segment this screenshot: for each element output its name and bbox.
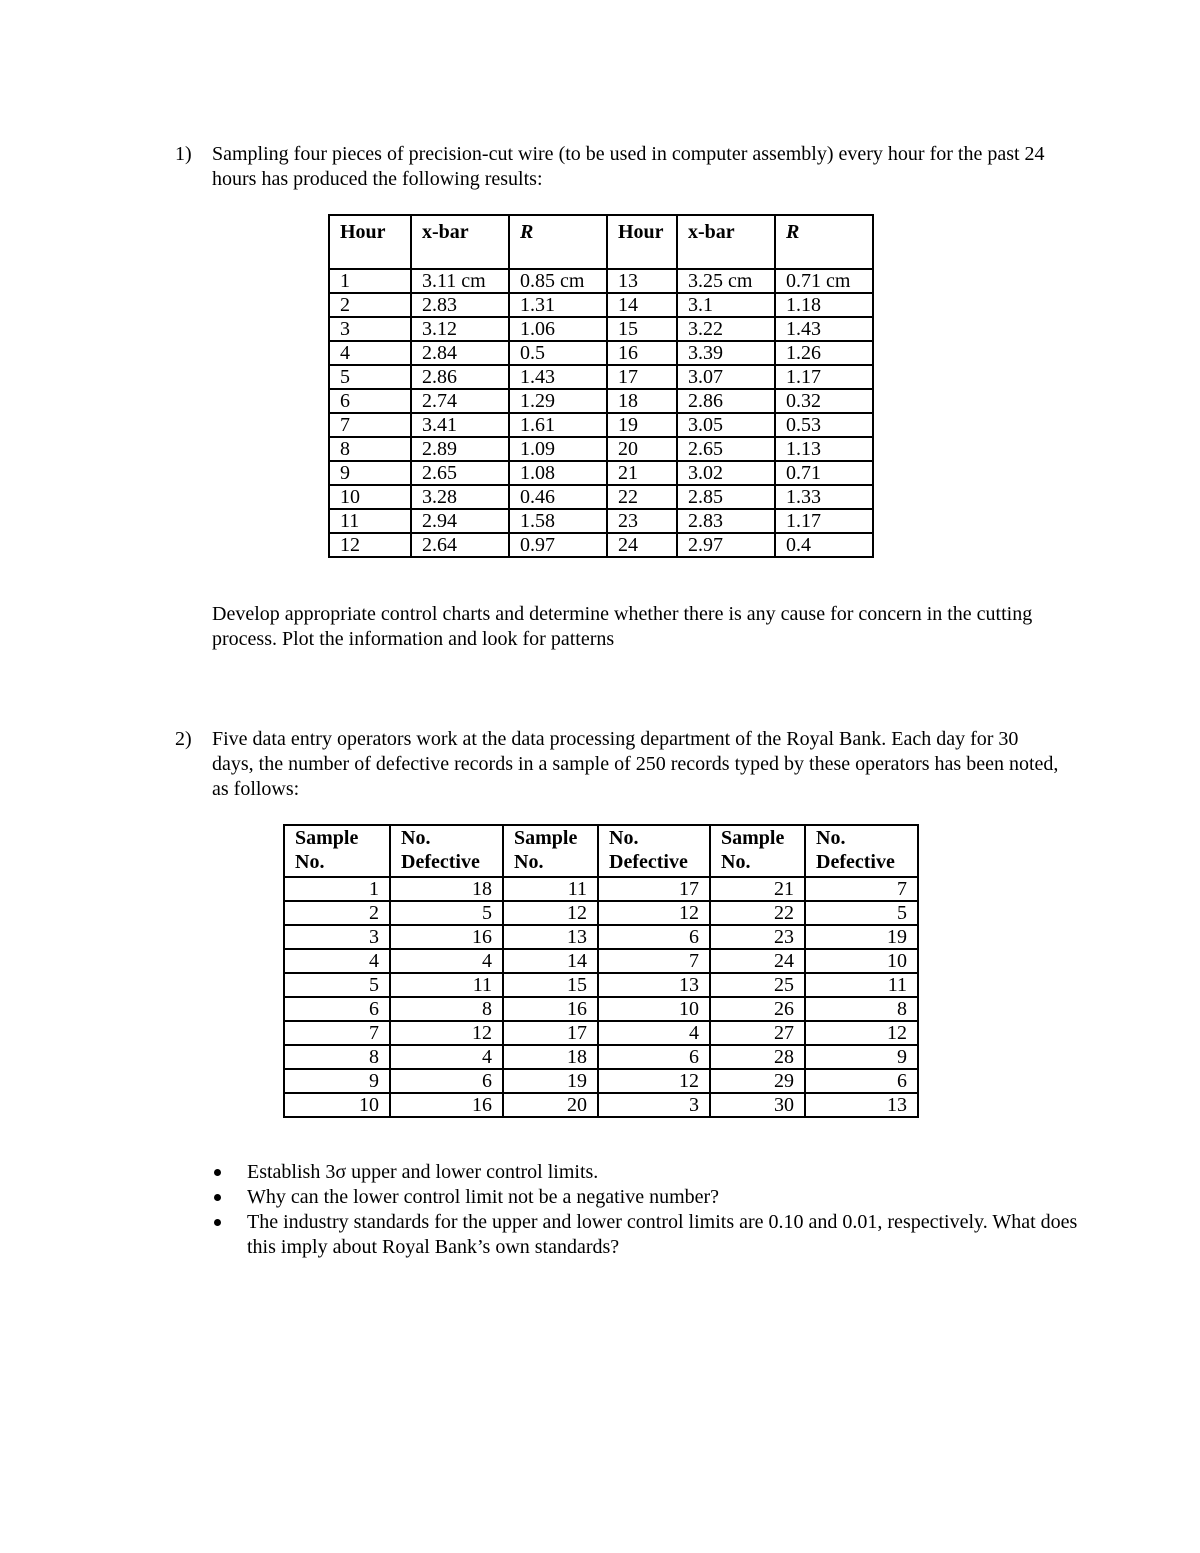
question-1	[175, 142, 1065, 192]
table-cell: 0.71 cm	[775, 269, 873, 293]
table-cell: 15	[607, 317, 677, 341]
table-row	[329, 341, 873, 365]
table-cell: 4	[390, 1045, 503, 1069]
table-cell: 13	[503, 925, 598, 949]
table-cell: 8	[284, 1045, 390, 1069]
table-cell: 11	[329, 509, 411, 533]
table-cell: 20	[503, 1093, 598, 1117]
table-cell: 3.39	[677, 341, 775, 365]
table-cell: 0.85 cm	[509, 269, 607, 293]
table-cell: 20	[607, 437, 677, 461]
table-cell: 13	[607, 269, 677, 293]
table-cell: 3.11 cm	[411, 269, 509, 293]
question-2-intro: Five data entry operators work at the data processing department of the Royal Bank. Each day for 30 days, the number of defective records in a sample of 250 records typed by these operators has been noted, as follows:	[212, 728, 1059, 800]
table-cell: 12	[598, 901, 710, 925]
table-row	[284, 1093, 918, 1117]
table-cell: 29	[710, 1069, 805, 1093]
table-cell: 16	[390, 1093, 503, 1117]
table-cell: 1	[284, 877, 390, 901]
table-cell: 8	[805, 997, 918, 1021]
task-text: Establish 3σ upper and lower control limits.	[247, 1161, 599, 1183]
table-row	[329, 533, 873, 557]
header-sample-no: Sample No.	[503, 825, 598, 877]
table-header-row	[284, 825, 918, 877]
table-cell: 12	[503, 901, 598, 925]
table-cell: 2.86	[677, 389, 775, 413]
table-cell: 3.05	[677, 413, 775, 437]
table-cell: 2.65	[677, 437, 775, 461]
table-cell: 1.43	[509, 365, 607, 389]
defective-records-table	[283, 824, 919, 1118]
table-cell: 5	[284, 973, 390, 997]
table-cell: 24	[607, 533, 677, 557]
table-cell: 1.58	[509, 509, 607, 533]
table-cell: 2.83	[677, 509, 775, 533]
table-cell: 16	[390, 925, 503, 949]
table-row	[329, 389, 873, 413]
wire-sampling-table	[328, 214, 874, 558]
table-cell: 2.74	[411, 389, 509, 413]
table-cell: 1.13	[775, 437, 873, 461]
question-2-tasks	[212, 1160, 1092, 1260]
table-cell: 1.29	[509, 389, 607, 413]
table-cell: 2.84	[411, 341, 509, 365]
header-no-defective: No. Defective	[598, 825, 710, 877]
table-cell: 13	[805, 1093, 918, 1117]
table-cell: 13	[598, 973, 710, 997]
table-cell: 0.4	[775, 533, 873, 557]
table-cell: 10	[805, 949, 918, 973]
table-cell: 12	[329, 533, 411, 557]
table-cell: 9	[284, 1069, 390, 1093]
table-cell: 3	[329, 317, 411, 341]
table-cell: 8	[390, 997, 503, 1021]
table-row	[284, 901, 918, 925]
table-cell: 5	[390, 901, 503, 925]
table-cell: 9	[329, 461, 411, 485]
header-sample-no: Sample No.	[710, 825, 805, 877]
table-cell: 6	[805, 1069, 918, 1093]
table-cell: 3.22	[677, 317, 775, 341]
table-header-row	[329, 215, 873, 269]
table-cell: 10	[329, 485, 411, 509]
table-cell: 1.33	[775, 485, 873, 509]
table-row	[329, 485, 873, 509]
question-1-number: 1)	[175, 143, 192, 165]
table-cell: 2	[329, 293, 411, 317]
table-cell: 26	[710, 997, 805, 1021]
table-cell: 3.28	[411, 485, 509, 509]
table-cell: 2.64	[411, 533, 509, 557]
table-cell: 4	[598, 1021, 710, 1045]
header-range: R	[509, 215, 607, 269]
table-cell: 1.09	[509, 437, 607, 461]
table-cell: 6	[598, 925, 710, 949]
table-cell: 16	[607, 341, 677, 365]
header-sample-no: Sample No.	[284, 825, 390, 877]
table-cell: 7	[329, 413, 411, 437]
table-cell: 7	[598, 949, 710, 973]
list-item	[212, 1210, 1092, 1260]
table-cell: 17	[607, 365, 677, 389]
table-row	[284, 973, 918, 997]
table-cell: 2	[284, 901, 390, 925]
table-cell: 25	[710, 973, 805, 997]
table-cell: 0.97	[509, 533, 607, 557]
table-cell: 8	[329, 437, 411, 461]
table-cell: 1.17	[775, 509, 873, 533]
table-cell: 18	[503, 1045, 598, 1069]
table-cell: 19	[805, 925, 918, 949]
table-cell: 24	[710, 949, 805, 973]
question-1-instruction-text: Develop appropriate control charts and determine whether there is any cause for concern in the cutting process. Plot the information and look for patterns	[212, 603, 1033, 650]
table-cell: 1.17	[775, 365, 873, 389]
defective-records-rows	[284, 877, 918, 1117]
table-row	[284, 949, 918, 973]
table-cell: 18	[390, 877, 503, 901]
table-cell: 1.31	[509, 293, 607, 317]
table-row	[329, 365, 873, 389]
task-text: Why can the lower control limit not be a negative number?	[247, 1186, 720, 1208]
table-cell: 17	[503, 1021, 598, 1045]
table-cell: 6	[284, 997, 390, 1021]
table-cell: 3.12	[411, 317, 509, 341]
table-row	[329, 413, 873, 437]
table-cell: 7	[805, 877, 918, 901]
table-row	[284, 925, 918, 949]
table-cell: 2.89	[411, 437, 509, 461]
table-cell: 2.97	[677, 533, 775, 557]
table-cell: 10	[284, 1093, 390, 1117]
table-cell: 1.08	[509, 461, 607, 485]
list-item	[212, 1185, 1092, 1210]
table-cell: 3.07	[677, 365, 775, 389]
table-cell: 6	[390, 1069, 503, 1093]
table-cell: 22	[710, 901, 805, 925]
header-range: R	[775, 215, 873, 269]
question-2-number: 2)	[175, 728, 192, 750]
table-row	[284, 997, 918, 1021]
table-cell: 0.32	[775, 389, 873, 413]
wire-sampling-rows	[329, 269, 873, 557]
table-cell: 2.94	[411, 509, 509, 533]
bullet-icon	[214, 1219, 221, 1226]
table-cell: 1.43	[775, 317, 873, 341]
table-cell: 22	[607, 485, 677, 509]
table-row	[329, 317, 873, 341]
question-2	[175, 727, 1065, 802]
table-cell: 21	[710, 877, 805, 901]
table-cell: 0.71	[775, 461, 873, 485]
table-cell: 0.53	[775, 413, 873, 437]
table-cell: 2.86	[411, 365, 509, 389]
table-cell: 11	[390, 973, 503, 997]
table-cell: 15	[503, 973, 598, 997]
table-cell: 1.26	[775, 341, 873, 365]
table-cell: 3.02	[677, 461, 775, 485]
table-cell: 18	[607, 389, 677, 413]
header-no-defective: No. Defective	[390, 825, 503, 877]
bullet-icon	[214, 1194, 221, 1201]
table-cell: 11	[805, 973, 918, 997]
bullet-icon	[214, 1169, 221, 1176]
header-hour: Hour	[607, 215, 677, 269]
table-cell: 1.06	[509, 317, 607, 341]
table-cell: 14	[607, 293, 677, 317]
table-row	[329, 509, 873, 533]
header-hour: Hour	[329, 215, 411, 269]
table-cell: 2.65	[411, 461, 509, 485]
table-cell: 3	[598, 1093, 710, 1117]
table-cell: 0.5	[509, 341, 607, 365]
table-cell: 7	[284, 1021, 390, 1045]
table-cell: 3	[284, 925, 390, 949]
table-row	[284, 877, 918, 901]
table-cell: 12	[598, 1069, 710, 1093]
table-cell: 3.1	[677, 293, 775, 317]
table-cell: 10	[598, 997, 710, 1021]
table-row	[329, 461, 873, 485]
table-row	[284, 1021, 918, 1045]
table-cell: 4	[390, 949, 503, 973]
task-text: The industry standards for the upper and lower control limits are 0.10 and 0.01, respectively. What does this imply about Royal Bank’s own standards?	[247, 1211, 1078, 1258]
table-cell: 1.18	[775, 293, 873, 317]
table-cell: 5	[805, 901, 918, 925]
table-cell: 19	[607, 413, 677, 437]
table-cell: 12	[390, 1021, 503, 1045]
table-cell: 23	[607, 509, 677, 533]
table-cell: 1	[329, 269, 411, 293]
table-cell: 28	[710, 1045, 805, 1069]
table-row	[284, 1045, 918, 1069]
table-cell: 2.85	[677, 485, 775, 509]
table-cell: 5	[329, 365, 411, 389]
table-cell: 23	[710, 925, 805, 949]
header-no-defective: No. Defective	[805, 825, 918, 877]
table-cell: 30	[710, 1093, 805, 1117]
table-cell: 3.41	[411, 413, 509, 437]
table-cell: 0.46	[509, 485, 607, 509]
table-cell: 16	[503, 997, 598, 1021]
table-cell: 6	[329, 389, 411, 413]
table-row	[329, 269, 873, 293]
question-1-instruction	[175, 602, 1065, 652]
table-row	[284, 1069, 918, 1093]
header-x-bar: x-bar	[677, 215, 775, 269]
table-cell: 17	[598, 877, 710, 901]
table-cell: 1.61	[509, 413, 607, 437]
table-cell: 27	[710, 1021, 805, 1045]
table-cell: 9	[805, 1045, 918, 1069]
table-cell: 19	[503, 1069, 598, 1093]
table-row	[329, 437, 873, 461]
table-cell: 2.83	[411, 293, 509, 317]
table-cell: 6	[598, 1045, 710, 1069]
table-row	[329, 293, 873, 317]
table-cell: 4	[329, 341, 411, 365]
question-1-intro: Sampling four pieces of precision-cut wire (to be used in computer assembly) every hour for the past 24 hours has produced the following results:	[212, 143, 1045, 190]
table-cell: 14	[503, 949, 598, 973]
table-cell: 12	[805, 1021, 918, 1045]
table-cell: 21	[607, 461, 677, 485]
table-cell: 4	[284, 949, 390, 973]
header-x-bar: x-bar	[411, 215, 509, 269]
list-item	[212, 1160, 1092, 1185]
table-cell: 11	[503, 877, 598, 901]
table-cell: 3.25 cm	[677, 269, 775, 293]
